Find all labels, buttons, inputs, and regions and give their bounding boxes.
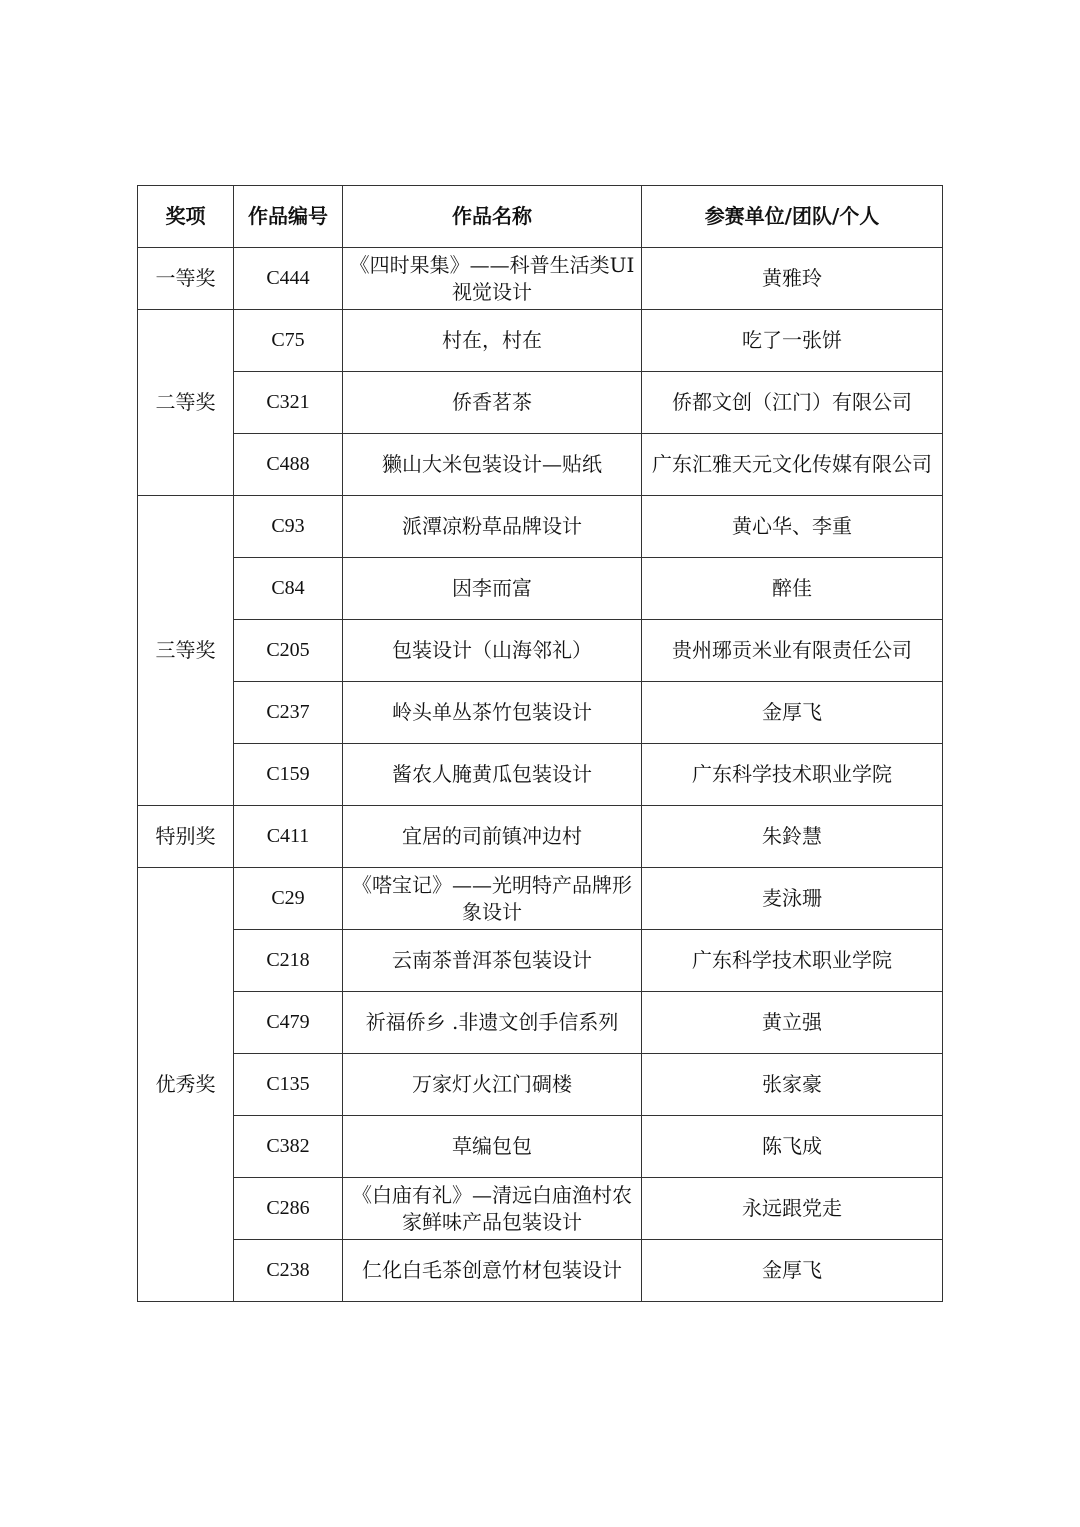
code-cell: C444 (234, 248, 343, 310)
title-cell: 包装设计（山海邻礼） (343, 620, 642, 682)
code-cell: C159 (234, 744, 343, 806)
table-row (138, 992, 943, 1054)
table-row (138, 496, 943, 558)
code-cell: C135 (234, 1054, 343, 1116)
title-cell: 云南茶普洱茶包装设计 (343, 930, 642, 992)
table-row (138, 1116, 943, 1178)
entrant-cell: 广东科学技术职业学院 (642, 930, 943, 992)
entrant-cell: 广东汇雅天元文化传媒有限公司 (642, 434, 943, 496)
code-cell: C29 (234, 868, 343, 930)
table-row (138, 930, 943, 992)
code-cell: C479 (234, 992, 343, 1054)
entrant-cell: 陈飞成 (642, 1116, 943, 1178)
header-award: 奖项 (138, 186, 234, 248)
award-cell: 优秀奖 (138, 868, 234, 1302)
entrant-cell: 永远跟党走 (642, 1178, 943, 1240)
entrant-cell: 朱鈴慧 (642, 806, 943, 868)
entrant-cell: 广东科学技术职业学院 (642, 744, 943, 806)
header-code: 作品编号 (234, 186, 343, 248)
table-row (138, 1054, 943, 1116)
code-cell: C488 (234, 434, 343, 496)
title-cell: 《嗒宝记》——光明特产品牌形象设计 (343, 868, 642, 930)
table-row (138, 744, 943, 806)
code-cell: C411 (234, 806, 343, 868)
header-title: 作品名称 (343, 186, 642, 248)
entrant-cell: 贵州琊贡米业有限责任公司 (642, 620, 943, 682)
table-row (138, 806, 943, 868)
award-cell: 二等奖 (138, 310, 234, 496)
award-cell: 特别奖 (138, 806, 234, 868)
entrant-cell: 侨都文创（江门）有限公司 (642, 372, 943, 434)
table-row (138, 620, 943, 682)
table-row (138, 558, 943, 620)
table-row (138, 434, 943, 496)
code-cell: C382 (234, 1116, 343, 1178)
entrant-cell: 张家豪 (642, 1054, 943, 1116)
title-cell: 《四时果集》——科普生活类UI 视觉设计 (343, 248, 642, 310)
entrant-cell: 吃了一张饼 (642, 310, 943, 372)
title-cell: 村在，村在 (343, 310, 642, 372)
entrant-cell: 黄立强 (642, 992, 943, 1054)
code-cell: C75 (234, 310, 343, 372)
code-cell: C238 (234, 1240, 343, 1302)
code-cell: C321 (234, 372, 343, 434)
table-row (138, 372, 943, 434)
table-row (138, 1240, 943, 1302)
table-row (138, 682, 943, 744)
code-cell: C286 (234, 1178, 343, 1240)
award-cell: 一等奖 (138, 248, 234, 310)
entrant-cell: 金厚飞 (642, 1240, 943, 1302)
header-entrant: 参赛单位/团队/个人 (642, 186, 943, 248)
code-cell: C237 (234, 682, 343, 744)
header-row (138, 186, 943, 248)
table-row (138, 868, 943, 930)
code-cell: C218 (234, 930, 343, 992)
title-cell: 仁化白毛茶创意竹材包装设计 (343, 1240, 642, 1302)
code-cell: C205 (234, 620, 343, 682)
table-row (138, 248, 943, 310)
entrant-cell: 金厚飞 (642, 682, 943, 744)
table-row (138, 310, 943, 372)
code-cell: C93 (234, 496, 343, 558)
title-cell: 獭山大米包装设计—贴纸 (343, 434, 642, 496)
title-cell: 侨香茗茶 (343, 372, 642, 434)
title-cell: 酱农人腌黄瓜包装设计 (343, 744, 642, 806)
title-cell: 万家灯火江门碉楼 (343, 1054, 642, 1116)
entrant-cell: 麦泳珊 (642, 868, 943, 930)
title-cell: 因李而富 (343, 558, 642, 620)
award-cell: 三等奖 (138, 496, 234, 806)
code-cell: C84 (234, 558, 343, 620)
title-cell: 祈福侨乡 .非遗文创手信系列 (343, 992, 642, 1054)
title-cell: 宜居的司前镇冲边村 (343, 806, 642, 868)
title-cell: 岭头单丛茶竹包装设计 (343, 682, 642, 744)
title-cell: 《白庙有礼》—清远白庙渔村农家鲜味产品包装设计 (343, 1178, 642, 1240)
entrant-cell: 醉佳 (642, 558, 943, 620)
entrant-cell: 黄雅玲 (642, 248, 943, 310)
table-row (138, 1178, 943, 1240)
awards-table (137, 185, 943, 1302)
entrant-cell: 黄心华、李重 (642, 496, 943, 558)
title-cell: 草编包包 (343, 1116, 642, 1178)
title-cell: 派潭凉粉草品牌设计 (343, 496, 642, 558)
